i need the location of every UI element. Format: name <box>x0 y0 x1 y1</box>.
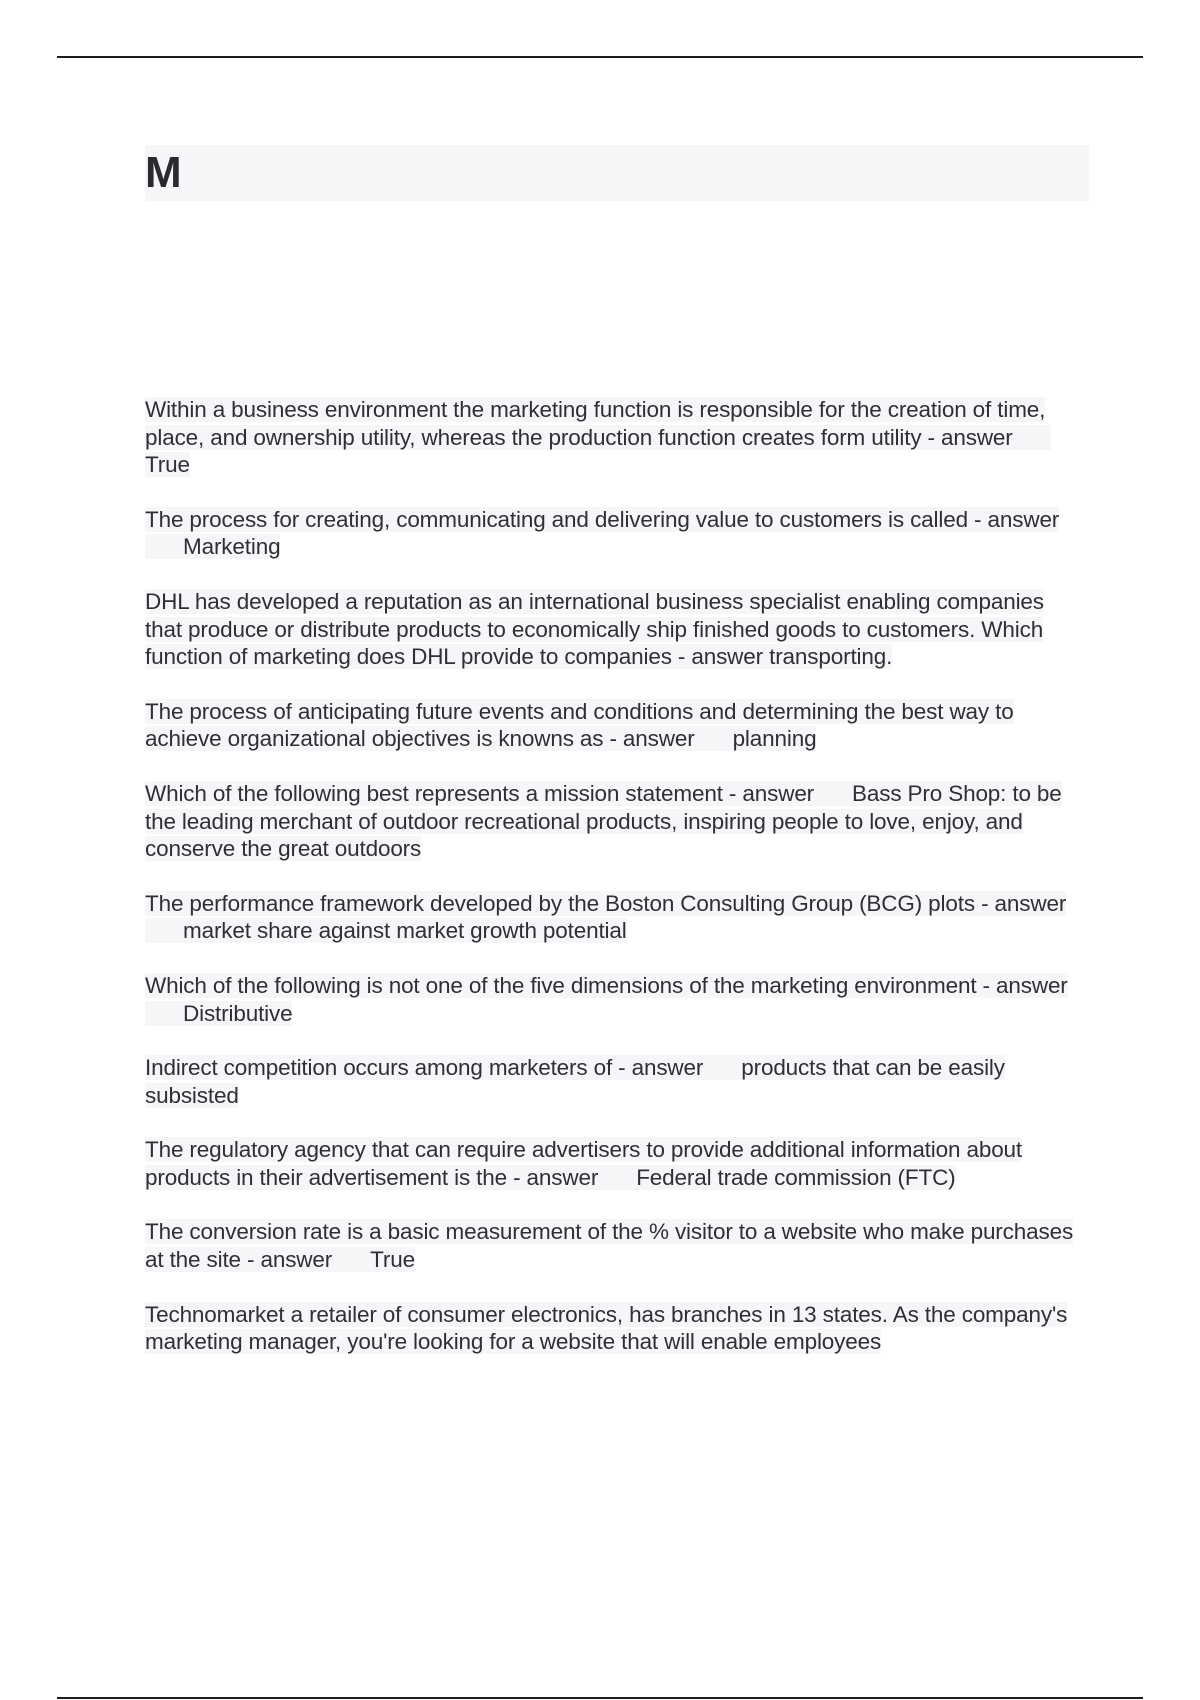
qa-list <box>145 396 1085 1383</box>
answer-label: answer <box>742 780 815 806</box>
qa-item <box>145 396 1085 479</box>
answer-label: answer <box>622 726 695 752</box>
qa-item <box>145 890 1085 945</box>
qa-item <box>145 1301 1085 1356</box>
footer-rule <box>57 1697 1143 1699</box>
qa-highlight <box>145 781 1062 861</box>
qa-highlight <box>145 397 1051 477</box>
answer-label: answer <box>631 1055 704 1081</box>
answer-text: True <box>370 1247 415 1273</box>
question-text: Which of the following is not one of the five dimensions of the marketing environment - <box>145 972 990 998</box>
answer-text: products that can be easily subsisted <box>145 1055 1005 1108</box>
answer-label: answer <box>941 424 1013 450</box>
qa-highlight <box>145 507 1059 560</box>
answer-text: Distributive <box>183 1000 293 1026</box>
answer-text: Federal trade commission (FTC) <box>636 1164 956 1190</box>
answer-text: Marketing <box>183 534 281 560</box>
qa-item <box>145 698 1085 753</box>
answer-text: planning <box>732 726 817 752</box>
answer-label: answer <box>526 1164 599 1190</box>
question-text: The process of anticipating future events and conditions and determining the best way to achieve organizational objectives is knowns as - <box>145 698 1014 752</box>
qa-highlight <box>145 1055 1005 1108</box>
answer-label: answer <box>987 506 1060 532</box>
qa-item <box>145 588 1085 671</box>
question-text: Within a business environment the marketing function is responsible for the creation of time, place, and ownership utility, whereas the production function creates form utility - <box>145 397 1046 450</box>
qa-highlight <box>145 973 1068 1026</box>
title-band <box>145 145 1089 201</box>
question-text: The process for creating, communicating and delivering value to customers is called - <box>145 506 982 532</box>
qa-item <box>145 1218 1085 1273</box>
question-text: Indirect competition occurs among marketers of - <box>145 1055 626 1081</box>
qa-item <box>145 780 1085 863</box>
question-text: The conversion rate is a basic measurement of the % visitor to a website who make purchases at the site - <box>145 1219 1074 1273</box>
header-rule <box>57 56 1143 58</box>
qa-highlight <box>145 589 1044 669</box>
qa-highlight <box>145 699 1014 752</box>
qa-highlight <box>145 891 1066 944</box>
qa-item <box>145 1136 1085 1191</box>
qa-highlight <box>145 1137 1022 1190</box>
question-text: Which of the following best represents a mission statement - <box>145 780 737 806</box>
question-text: The regulatory agency that can require advertisers to provide additional information about products in their advertisement is the - <box>145 1137 1023 1190</box>
answer-label: answer <box>260 1247 333 1273</box>
qa-item <box>145 972 1085 1027</box>
qa-highlight <box>145 1219 1073 1272</box>
answer-text: True <box>145 452 190 478</box>
question-text: Technomarket a retailer of consumer electronics, has branches in 13 states. As the company's marketing manager, you're looking for a website that will enable employees <box>145 1301 1068 1355</box>
answer-text: Bass Pro Shop: to be the leading merchant of outdoor recreational products, inspiring people to love, enjoy, and conserve the great outdoors <box>145 780 1062 862</box>
answer-label: answer <box>994 890 1067 916</box>
answer-label: answer <box>691 644 763 670</box>
qa-highlight <box>145 1302 1067 1355</box>
question-text: The performance framework developed by the Boston Consulting Group (BCG) plots - <box>145 890 989 916</box>
question-text: DHL has developed a reputation as an international business specialist enabling companies that produce or distribute products to economically ship finished goods to customers. Which function of marketing does DHL provide to companies - <box>145 588 1044 670</box>
answer-text: transporting. <box>769 644 893 670</box>
answer-text: market share against market growth potential <box>183 918 627 944</box>
qa-item <box>145 1054 1085 1109</box>
document-title: M <box>145 148 182 197</box>
qa-item <box>145 506 1085 561</box>
answer-label: answer <box>996 972 1068 998</box>
